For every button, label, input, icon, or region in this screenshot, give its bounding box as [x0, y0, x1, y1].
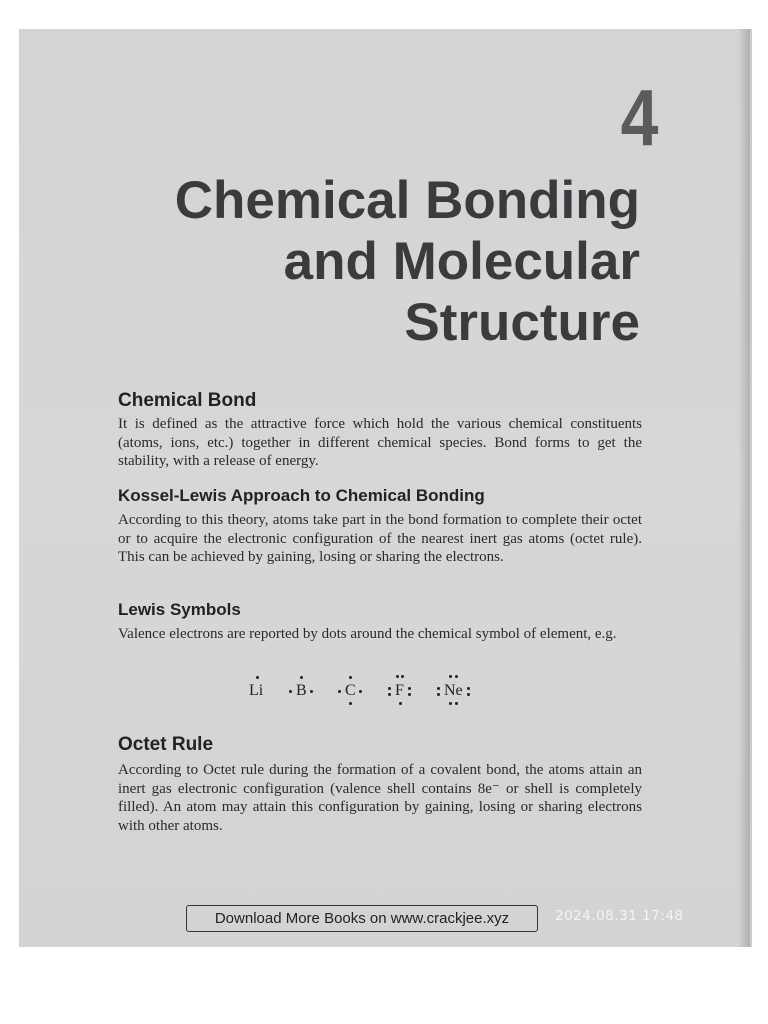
lewis-symbol-b: B: [296, 682, 307, 700]
lewis-symbol-li: Li: [249, 682, 263, 700]
chapter-title-line: and Molecular: [283, 232, 640, 291]
section-text-chemical-bond: It is defined as the attractive force which hold the various chemical constituents (atoms, ions, etc.) together in different chemical species. Bond forms to get the stability, with a release of energy.: [118, 416, 642, 469]
chapter-title-line: Chemical Bonding: [174, 171, 640, 230]
page-edge-shadow: [738, 29, 752, 947]
download-books-link[interactable]: Download More Books on www.crackjee.xyz: [186, 905, 538, 932]
section-text-kossel-lewis: According to this theory, atoms take part in the bond formation to complete their octet or to acquire the electronic configuration of the nearest inert gas atoms (octet rule). This can be achieved by gaining, losing or sharing the electrons.: [118, 512, 642, 565]
chapter-number: 4: [620, 73, 658, 162]
section-heading-octet-rule: Octet Rule: [118, 734, 214, 755]
lewis-symbol-c: C: [345, 682, 356, 700]
chapter-title-line: Structure: [404, 293, 640, 352]
section-text-lewis-symbols: Valence electrons are reported by dots around the chemical symbol of element, e.g.: [118, 626, 617, 642]
chapter-title: [80, 170, 640, 353]
section-heading-chemical-bond: Chemical Bond: [118, 390, 257, 411]
section-text-octet-rule: According to Octet rule during the formation of a covalent bond, the atoms attain an inert gas electronic configuration (valence shell contains 8e⁻ or shell is completely filled). An atom may attain this configuration by gaining, losing or sharing electrons with other atoms.: [118, 762, 642, 834]
lewis-symbol-ne: Ne: [444, 682, 463, 700]
section-heading-lewis-symbols: Lewis Symbols: [118, 600, 241, 619]
photo-timestamp: 2024.08.31 17:48: [555, 908, 684, 924]
lewis-symbol-f: F: [395, 682, 404, 700]
section-heading-kossel-lewis: Kossel-Lewis Approach to Chemical Bonding: [118, 486, 485, 505]
